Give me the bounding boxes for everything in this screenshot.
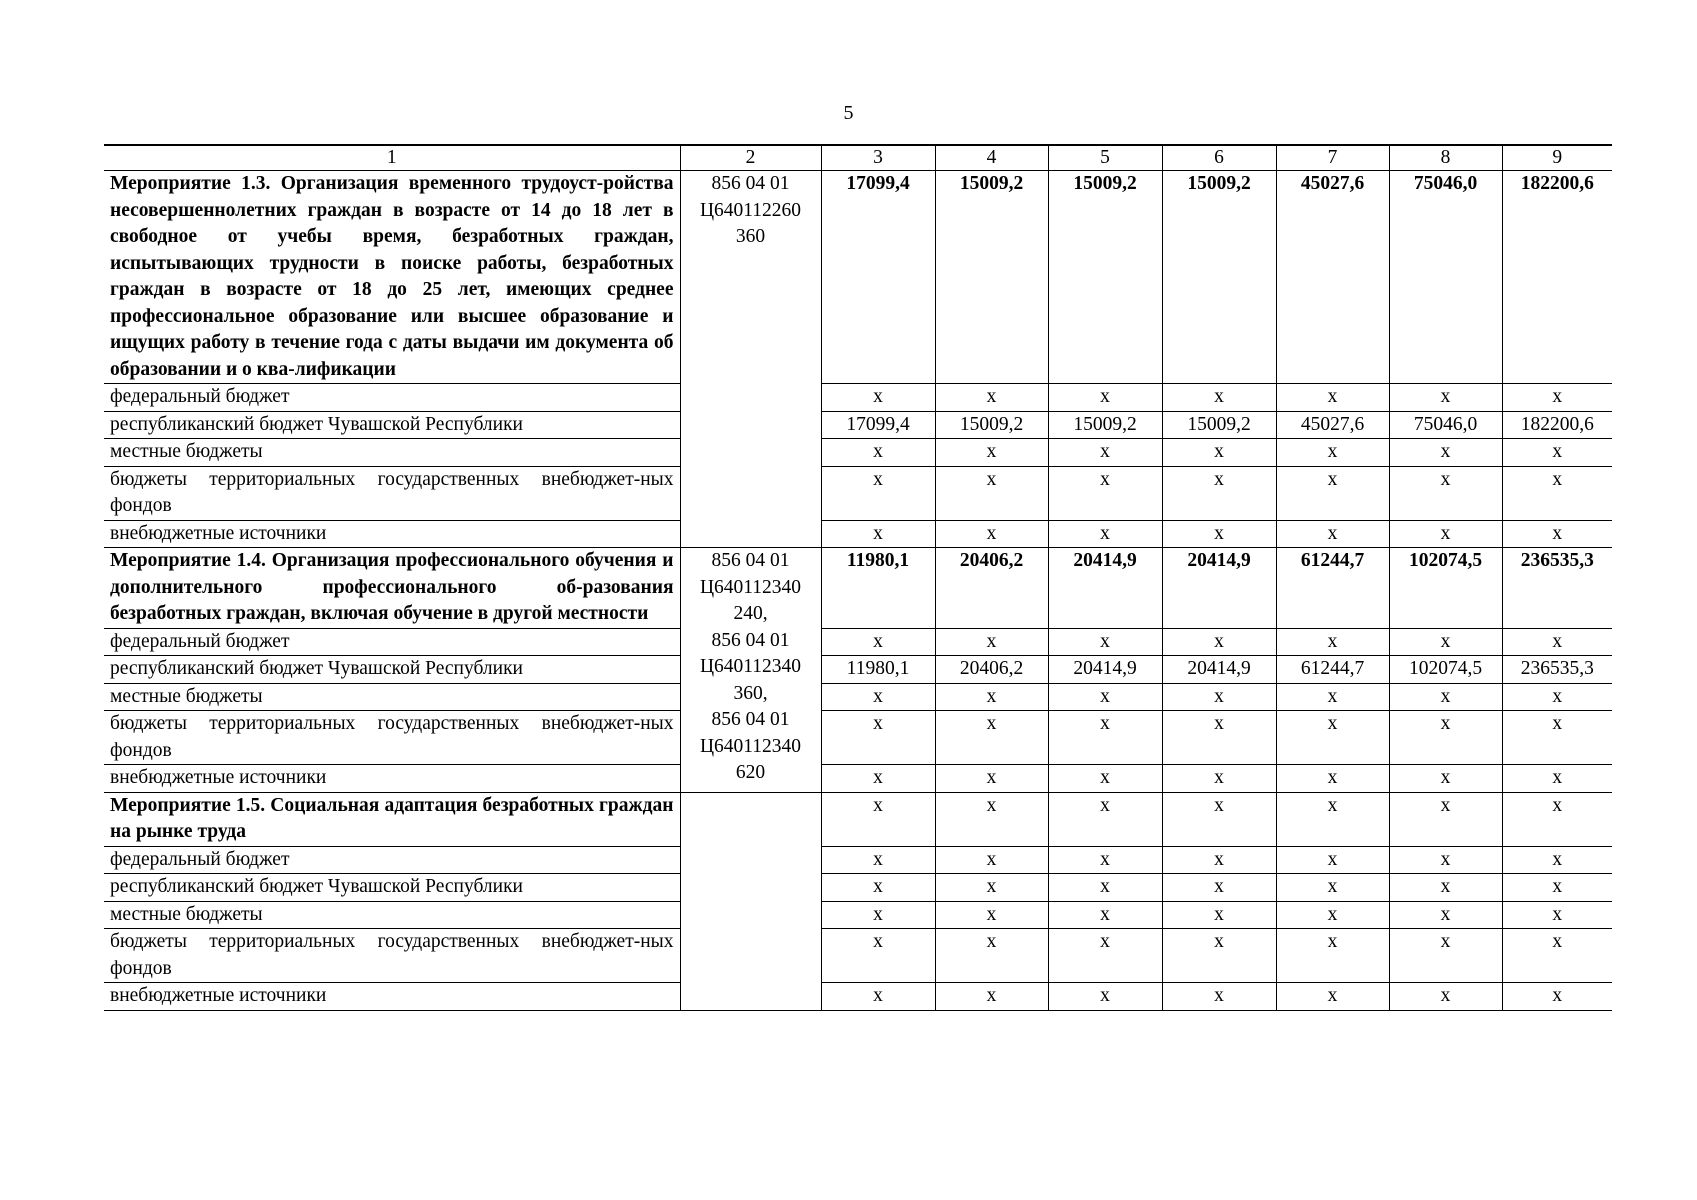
event-title: Мероприятие 1.3. Организация временного трудоуст-ройства несовершеннолетних граждан в возрасте от 14 до 18 лет в свободное от учебы время, безработных граждан, испытывающих трудности в поиске работы, безработных граждан в возрасте от 18 до 25 лет, имеющих среднее профессиональное образование или высшее образование и ищущих работу в течение года с даты выдачи им документа об образовании и о ква-лификации [104, 171, 680, 384]
budget-table [104, 144, 1612, 1011]
funding-value-cell: x [1389, 874, 1502, 902]
budget-code-line: Ц640112340 [699, 735, 802, 757]
funding-value-cell: x [1048, 439, 1162, 467]
funding-value-cell: 236535,3 [1502, 656, 1612, 684]
funding-value-cell: x [1276, 983, 1389, 1011]
funding-value-cell: x [821, 466, 935, 520]
funding-value-cell: x [1502, 628, 1612, 656]
funding-value-cell: x [1162, 711, 1276, 765]
event-total-cell: 20406,2 [935, 548, 1048, 629]
funding-source-row [104, 411, 1612, 439]
budget-code [680, 548, 821, 793]
funding-value-cell: x [1162, 901, 1276, 929]
funding-value-cell: x [1276, 874, 1389, 902]
budget-code-line: 360 [735, 226, 766, 247]
funding-value-cell: 20414,9 [1162, 656, 1276, 684]
page-number: 5 [843, 102, 854, 124]
funding-value-cell: x [1162, 765, 1276, 793]
budget-code-line: Ц640112260 [699, 199, 802, 221]
funding-value-cell: x [1162, 983, 1276, 1011]
budget-code-line: 620 [735, 762, 766, 783]
funding-value-cell: x [1048, 683, 1162, 711]
funding-value-cell: x [1048, 983, 1162, 1011]
budget-code [680, 171, 821, 548]
funding-value-cell: x [821, 901, 935, 929]
funding-value-cell: x [1162, 874, 1276, 902]
event-total-cell: 17099,4 [821, 171, 935, 384]
funding-source-label: внебюджетные источники [104, 765, 680, 793]
funding-value-cell: x [1276, 520, 1389, 548]
column-number: 6 [1162, 145, 1276, 171]
funding-value-cell: 17099,4 [821, 411, 935, 439]
budget-code-line: 856 04 01 [711, 629, 790, 651]
funding-value-cell: x [935, 439, 1048, 467]
column-number: 4 [935, 145, 1048, 171]
funding-value-cell: x [1502, 983, 1612, 1011]
funding-value-cell: x [935, 901, 1048, 929]
funding-value-cell: x [935, 466, 1048, 520]
funding-source-label: республиканский бюджет Чувашской Республики [104, 411, 680, 439]
funding-value-cell: x [1502, 765, 1612, 793]
event-total-cell: x [821, 792, 935, 846]
funding-value-cell: 15009,2 [1162, 411, 1276, 439]
funding-value-cell: x [1048, 711, 1162, 765]
budget-code-line: Ц640112340 [699, 576, 802, 598]
funding-source-label: республиканский бюджет Чувашской Республики [104, 656, 680, 684]
funding-value-cell: x [1389, 765, 1502, 793]
event-row [104, 792, 1612, 846]
funding-source-label: федеральный бюджет [104, 384, 680, 412]
budget-code-line: Ц640112340 [699, 656, 802, 677]
funding-value-cell: x [1276, 846, 1389, 874]
funding-source-row [104, 711, 1612, 765]
funding-source-label: федеральный бюджет [104, 846, 680, 874]
funding-value-cell: x [821, 384, 935, 412]
funding-source-label: бюджеты территориальных государственных внебюджет-ных фондов [104, 466, 680, 520]
column-number: 5 [1048, 145, 1162, 171]
event-total-cell: x [1276, 792, 1389, 846]
funding-value-cell: x [1389, 628, 1502, 656]
funding-value-cell: x [1502, 874, 1612, 902]
event-total-cell: x [1389, 792, 1502, 846]
funding-value-cell: x [1162, 846, 1276, 874]
funding-value-cell: x [1162, 520, 1276, 548]
funding-value-cell: x [935, 520, 1048, 548]
funding-value-cell: x [821, 628, 935, 656]
funding-value-cell: 75046,0 [1389, 411, 1502, 439]
funding-value-cell: x [1389, 439, 1502, 467]
budget-code [680, 792, 821, 1010]
funding-value-cell: x [1389, 711, 1502, 765]
funding-value-cell: x [1502, 846, 1612, 874]
funding-value-cell: x [1389, 466, 1502, 520]
event-total-cell: 15009,2 [935, 171, 1048, 384]
funding-source-label: бюджеты территориальных государственных внебюджет-ных фондов [104, 929, 680, 983]
funding-value-cell: 15009,2 [935, 411, 1048, 439]
funding-value-cell: x [1276, 901, 1389, 929]
event-total-cell: 45027,6 [1276, 171, 1389, 384]
funding-value-cell: x [1276, 439, 1389, 467]
funding-value-cell: x [1389, 901, 1502, 929]
funding-value-cell: x [935, 846, 1048, 874]
column-number: 2 [680, 145, 821, 171]
funding-value-cell: x [935, 711, 1048, 765]
event-row [104, 548, 1612, 629]
budget-code-line: 856 04 01 [711, 550, 790, 571]
column-number: 3 [821, 145, 935, 171]
funding-source-label: местные бюджеты [104, 683, 680, 711]
funding-value-cell: 11980,1 [821, 656, 935, 684]
funding-value-cell: x [1276, 628, 1389, 656]
funding-value-cell: x [1162, 439, 1276, 467]
funding-source-row [104, 874, 1612, 902]
funding-value-cell: x [1276, 929, 1389, 983]
funding-value-cell: x [1502, 466, 1612, 520]
budget-code-line: 360, [733, 682, 768, 704]
funding-value-cell: x [1502, 384, 1612, 412]
funding-source-row [104, 683, 1612, 711]
funding-value-cell: x [1048, 520, 1162, 548]
funding-value-cell: x [1162, 384, 1276, 412]
event-total-cell: x [1048, 792, 1162, 846]
funding-value-cell: 61244,7 [1276, 656, 1389, 684]
funding-value-cell: x [1389, 846, 1502, 874]
funding-value-cell: x [1389, 384, 1502, 412]
funding-value-cell: x [1502, 683, 1612, 711]
funding-value-cell: 102074,5 [1389, 656, 1502, 684]
funding-value-cell: x [1048, 901, 1162, 929]
funding-value-cell: x [935, 384, 1048, 412]
funding-source-label: республиканский бюджет Чувашской Республики [104, 874, 680, 902]
funding-value-cell: x [1276, 765, 1389, 793]
funding-source-label: бюджеты территориальных государственных внебюджет-ных фондов [104, 711, 680, 765]
funding-value-cell: x [1048, 846, 1162, 874]
funding-value-cell: x [1162, 628, 1276, 656]
funding-source-row [104, 628, 1612, 656]
funding-value-cell: x [1502, 901, 1612, 929]
funding-value-cell: x [1276, 683, 1389, 711]
event-total-cell: 20414,9 [1162, 548, 1276, 629]
funding-value-cell: x [821, 846, 935, 874]
budget-code-line: 856 04 01 [711, 173, 790, 194]
funding-value-cell: x [1389, 520, 1502, 548]
funding-value-cell: x [1389, 929, 1502, 983]
event-title: Мероприятие 1.5. Социальная адаптация безработных граждан на рынке труда [104, 792, 680, 846]
column-number-row [104, 145, 1612, 171]
funding-value-cell: x [821, 711, 935, 765]
budget-code-line: 856 04 01 [711, 709, 790, 730]
funding-value-cell: 45027,6 [1276, 411, 1389, 439]
funding-source-row [104, 439, 1612, 467]
funding-source-row [104, 846, 1612, 874]
funding-value-cell: x [1048, 628, 1162, 656]
event-total-cell: 102074,5 [1389, 548, 1502, 629]
table-body [104, 145, 1612, 1010]
funding-value-cell: x [1048, 765, 1162, 793]
funding-value-cell: x [821, 929, 935, 983]
funding-value-cell: x [1389, 983, 1502, 1011]
funding-value-cell: x [1048, 466, 1162, 520]
funding-value-cell: x [935, 765, 1048, 793]
funding-source-row [104, 901, 1612, 929]
funding-value-cell: x [1276, 384, 1389, 412]
event-row [104, 171, 1612, 384]
event-total-cell: 236535,3 [1502, 548, 1612, 629]
column-number: 7 [1276, 145, 1389, 171]
column-number: 1 [104, 145, 680, 171]
funding-value-cell: x [1162, 683, 1276, 711]
funding-value-cell: x [935, 628, 1048, 656]
funding-value-cell: 182200,6 [1502, 411, 1612, 439]
funding-value-cell: x [1276, 466, 1389, 520]
event-total-cell: 11980,1 [821, 548, 935, 629]
funding-source-row [104, 929, 1612, 983]
event-total-cell: x [1502, 792, 1612, 846]
funding-source-row [104, 765, 1612, 793]
funding-value-cell: x [1276, 711, 1389, 765]
funding-value-cell: x [1502, 520, 1612, 548]
funding-value-cell: x [1389, 683, 1502, 711]
funding-value-cell: x [821, 765, 935, 793]
funding-value-cell: x [821, 683, 935, 711]
event-total-cell: x [935, 792, 1048, 846]
funding-source-label: местные бюджеты [104, 439, 680, 467]
funding-value-cell: x [1162, 466, 1276, 520]
funding-source-label: внебюджетные источники [104, 520, 680, 548]
funding-value-cell: x [821, 983, 935, 1011]
event-total-cell: 15009,2 [1162, 171, 1276, 384]
funding-source-label: внебюджетные источники [104, 983, 680, 1011]
funding-value-cell: x [1502, 439, 1612, 467]
funding-value-cell: x [1162, 929, 1276, 983]
column-number: 9 [1502, 145, 1612, 171]
funding-source-row [104, 656, 1612, 684]
funding-source-label: местные бюджеты [104, 901, 680, 929]
funding-value-cell: 15009,2 [1048, 411, 1162, 439]
funding-source-row [104, 384, 1612, 412]
funding-source-row [104, 466, 1612, 520]
event-total-cell: 20414,9 [1048, 548, 1162, 629]
column-number: 8 [1389, 145, 1502, 171]
funding-value-cell: x [935, 874, 1048, 902]
funding-value-cell: x [821, 439, 935, 467]
event-total-cell: 61244,7 [1276, 548, 1389, 629]
event-title: Мероприятие 1.4. Организация профессионального обучения и дополнительного профессионального об-разования безработных граждан, включая обучение в другой местности [104, 548, 680, 629]
funding-value-cell: x [821, 874, 935, 902]
funding-source-row [104, 520, 1612, 548]
funding-source-label: федеральный бюджет [104, 628, 680, 656]
funding-value-cell: x [821, 520, 935, 548]
event-total-cell: 182200,6 [1502, 171, 1612, 384]
funding-value-cell: x [935, 683, 1048, 711]
event-total-cell: x [1162, 792, 1276, 846]
budget-code-line: 240, [733, 603, 768, 624]
funding-value-cell: x [1502, 929, 1612, 983]
funding-value-cell: x [1048, 874, 1162, 902]
event-total-cell: 75046,0 [1389, 171, 1502, 384]
funding-source-row [104, 983, 1612, 1011]
funding-value-cell: x [935, 929, 1048, 983]
funding-value-cell: x [935, 983, 1048, 1011]
funding-value-cell: x [1502, 711, 1612, 765]
funding-value-cell: 20406,2 [935, 656, 1048, 684]
event-total-cell: 15009,2 [1048, 171, 1162, 384]
funding-value-cell: x [1048, 384, 1162, 412]
funding-value-cell: 20414,9 [1048, 656, 1162, 684]
funding-value-cell: x [1048, 929, 1162, 983]
